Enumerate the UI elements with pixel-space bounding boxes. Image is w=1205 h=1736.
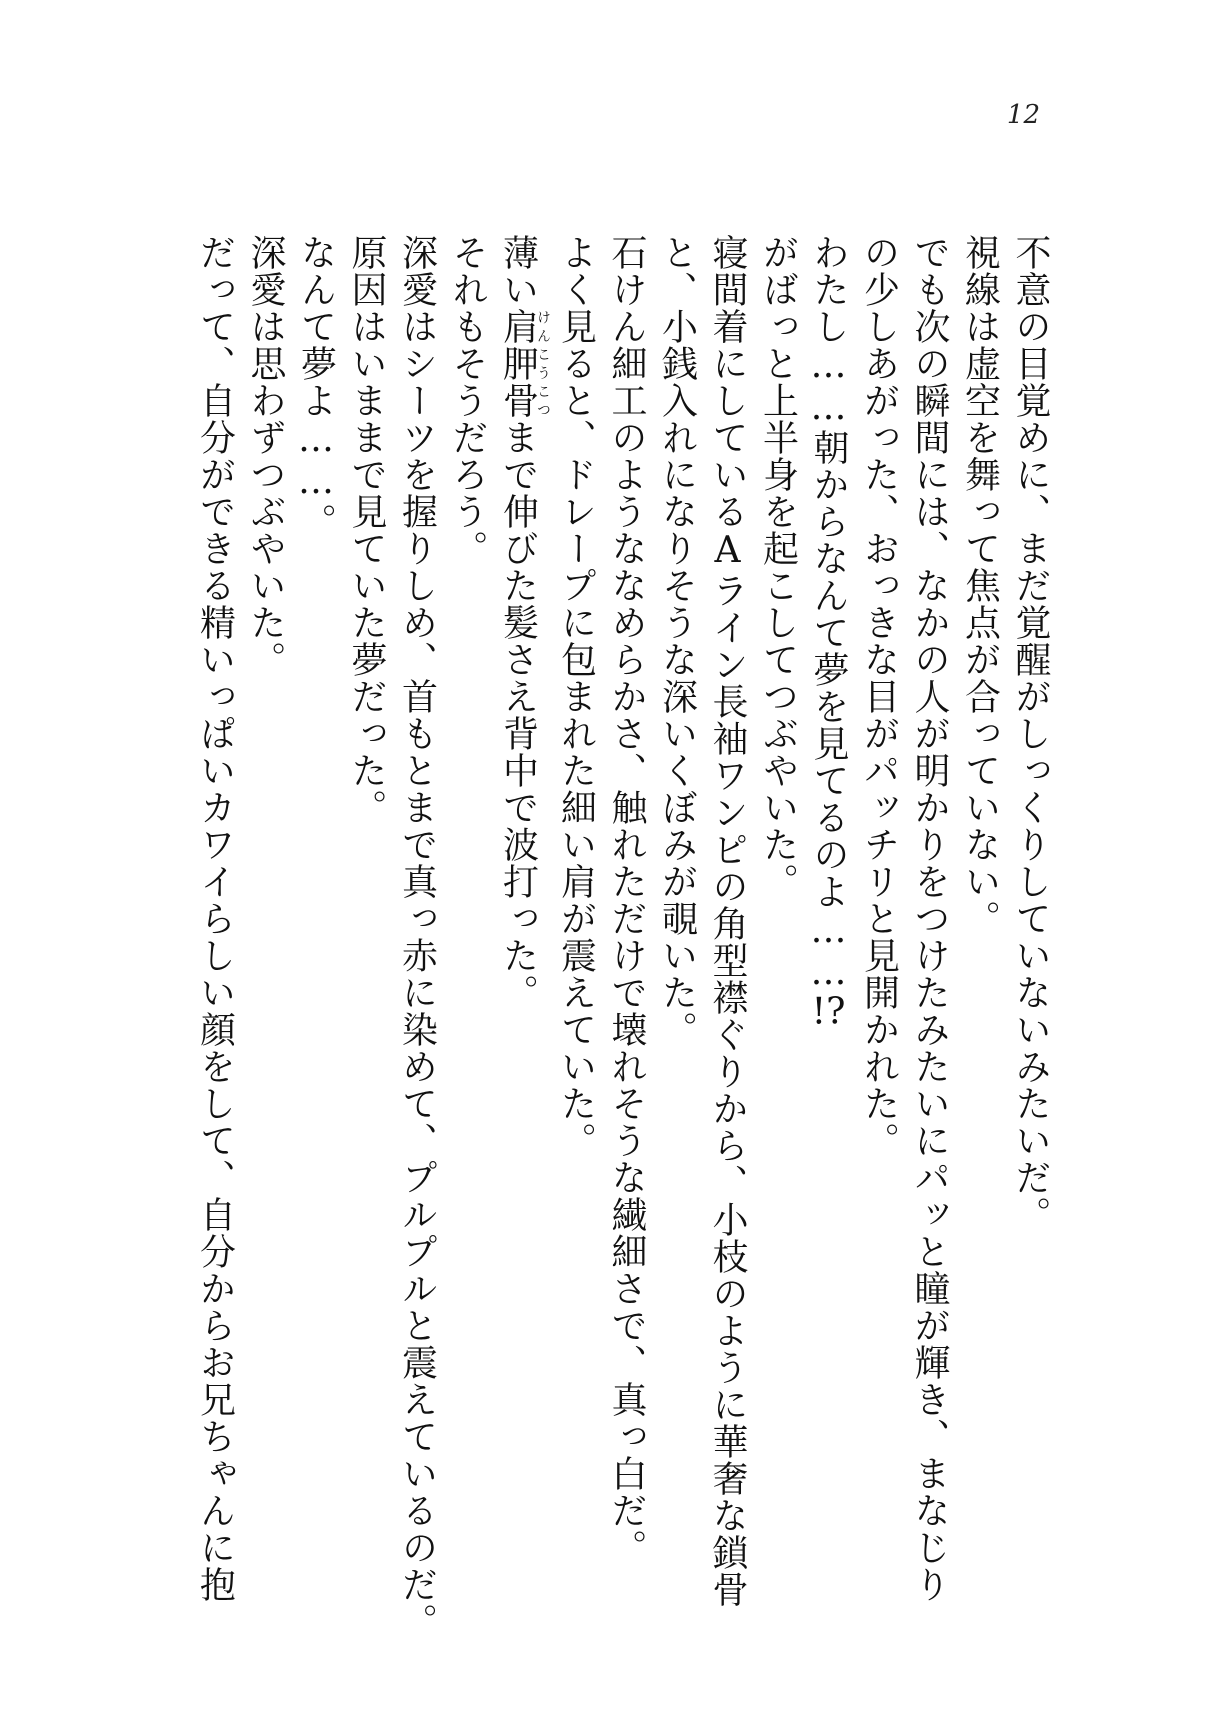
text-line-2: 視線は虚空を舞って焦点が合っていない。 [959, 234, 1001, 937]
text-line-8: と、小銭入れになりそうな深いくぼみが覗いた。 [656, 234, 698, 1048]
text-line-5-body: わたし……朝からなんて夢を見てるのよ…… [808, 234, 849, 994]
ruby-annotation [497, 308, 551, 419]
ruby-reading: けんこうこつ [535, 308, 551, 419]
exclamation-question-mark: !? [811, 994, 846, 1030]
text-line-3: でも次の瞬間には、なかの人が明かりをつけたみたいにパッと瞳が輝き、まなじり [909, 234, 950, 1603]
page-number: 12 [1006, 100, 1040, 130]
ruby-base-text: 肩胛骨 [497, 308, 539, 419]
body-text [189, 234, 1055, 1640]
text-line-11 [492, 234, 550, 1524]
text-line-15: なんて夢よ……。 [295, 234, 337, 540]
text-line-10: よく見ると、ドレープに包まれた細い肩が震えていた。 [555, 234, 597, 1159]
text-line-12: それもそうだろう。 [447, 234, 488, 567]
text-line-11-prefix: 薄い [497, 234, 539, 308]
text-line-13: 深愛はシーツを握りしめ、首もとまで真っ赤に染めて、プルプルと震えているのだ。 [396, 234, 438, 1640]
text-line-16: 深愛は思わずつぶやいた。 [245, 234, 286, 678]
text-line-5 [803, 234, 854, 1524]
text-line-14: 原因はいままで見ていた夢だった。 [346, 234, 387, 826]
text-line-4: の少しあがった、おっきな目がパッチリと見開かれた。 [858, 234, 900, 1159]
text-line-1: 不意の目覚めに、まだ覚醒がしっくりしていないみたいだ。 [1010, 234, 1051, 1233]
text-line-7: 寝間着にしているAライン長袖ワンピの角型襟ぐりから、小枝のように華奢な鎖骨 [707, 234, 748, 1608]
text-line-11-body: まで伸びた髪さえ背中で波打った。 [497, 419, 539, 1011]
text-line-9: 石けん細工のようななめらかさ、触れただけで壊れそうな繊細さで、真っ白だ。 [606, 234, 647, 1566]
text-line-6: がばっと上半身を起こしてつぶやいた。 [757, 234, 799, 900]
text-line-17: だって、自分ができる精いっぱいカワイらしい顔をして、自分からお兄ちゃんに抱 [194, 234, 236, 1603]
